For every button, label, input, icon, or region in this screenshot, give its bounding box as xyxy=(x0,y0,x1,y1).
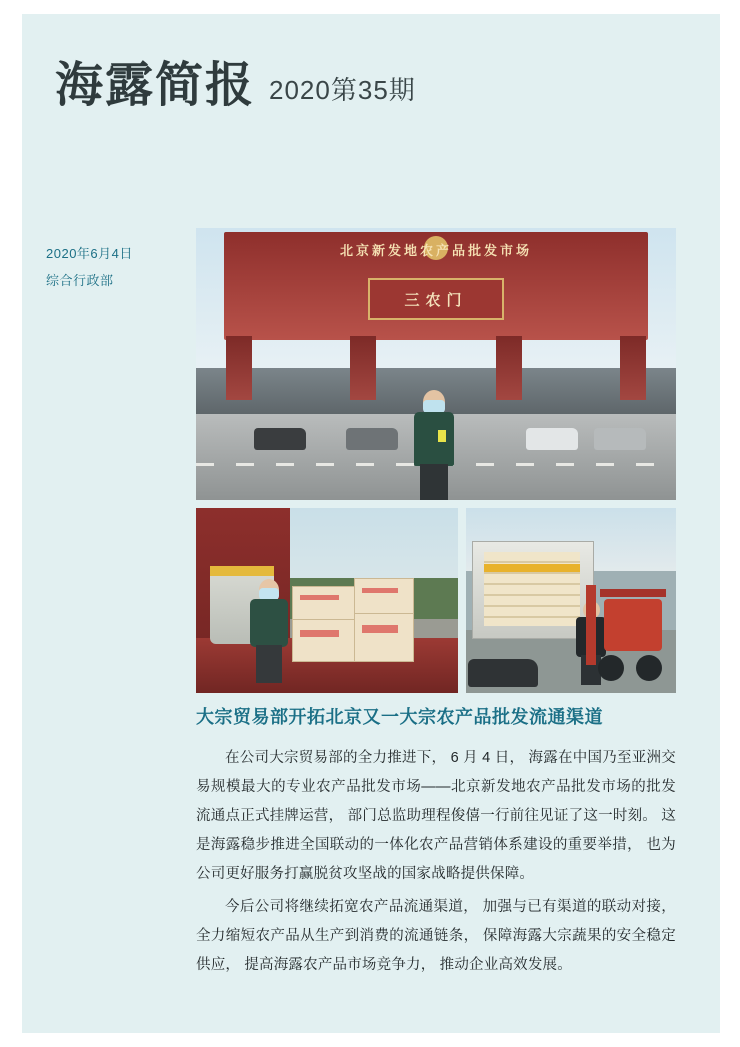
person-body xyxy=(250,599,288,647)
article xyxy=(196,705,676,984)
page-margin-left xyxy=(0,0,22,1047)
forklift-mast xyxy=(586,585,596,665)
forklift-wheel xyxy=(636,655,662,681)
forklift-loading-photo xyxy=(466,508,676,693)
masthead xyxy=(55,59,416,112)
forklift-wheel xyxy=(598,655,624,681)
market-gate-structure xyxy=(224,232,648,340)
article-headline: 大宗贸易部开拓北京又一大宗农产品批发流通渠道 xyxy=(196,707,603,727)
produce-carton xyxy=(354,612,414,662)
forklift-cab xyxy=(604,599,662,651)
person-legs xyxy=(256,645,282,683)
produce-carton xyxy=(292,586,356,620)
parked-vehicle xyxy=(254,428,306,450)
id-badge xyxy=(438,430,446,442)
truck-loading-photo xyxy=(196,508,458,693)
gate-pillar xyxy=(496,336,522,400)
staff-person-figure xyxy=(410,390,458,500)
gate-banner-text: 北京新发地农产品批发市场 xyxy=(339,243,532,258)
gate-sign-text: 三农门 xyxy=(368,278,504,320)
meta-column xyxy=(46,240,186,295)
forklift-roof xyxy=(600,589,666,597)
parked-vehicle xyxy=(468,659,538,687)
article-paragraph: 今后公司将继续拓宽农产品流通渠道， 加强与已有渠道的联动对接， 全力缩短农产品从生产到消费的流通链条， 保障海露大宗蔬果的安全稳定供应， 提高海露农产品市场竞争力， 推动企业高效发展。 xyxy=(196,899,676,974)
page-margin-top xyxy=(0,0,740,14)
barrel-rim xyxy=(210,566,274,576)
issue-number: 2020第35期 xyxy=(269,75,416,105)
worker-figure xyxy=(248,579,290,683)
article-paragraph: 在公司大宗贸易部的全力推进下， 6 月 4 日， 海露在中国乃至亚洲交易规模最大的专业农产品批发市场——北京新发地农产品批发市场的批发流通点正式挂牌运营， 部门总监助理程俊僖一行前往见证了这一时刻。 这是海露稳步推进全国联动的一体化农产品营销体系建设的重要举措， 也为公司更好服务打赢脱贫攻坚战的国家战略提供保障。 xyxy=(196,750,676,883)
carton-stripe xyxy=(484,564,580,572)
publish-date: 2020年6月4日 xyxy=(46,246,133,261)
photo-block xyxy=(196,228,676,693)
parked-vehicle xyxy=(526,428,578,450)
gate-pillar xyxy=(620,336,646,400)
produce-carton xyxy=(292,618,356,662)
department-name: 综合行政部 xyxy=(46,273,114,289)
person-legs xyxy=(420,464,448,500)
page-margin-right xyxy=(720,0,740,1047)
page-title: 海露简报 xyxy=(55,59,256,112)
gate-pillar xyxy=(350,336,376,400)
forklift-vehicle xyxy=(582,585,670,681)
person-body xyxy=(414,412,454,466)
parked-vehicle xyxy=(594,428,646,450)
parked-vehicle xyxy=(346,428,398,450)
photo-row xyxy=(196,508,676,693)
gate-pillar xyxy=(226,336,252,400)
market-gate-photo xyxy=(196,228,676,500)
produce-carton xyxy=(354,578,414,614)
page-margin-bottom xyxy=(0,1033,740,1047)
